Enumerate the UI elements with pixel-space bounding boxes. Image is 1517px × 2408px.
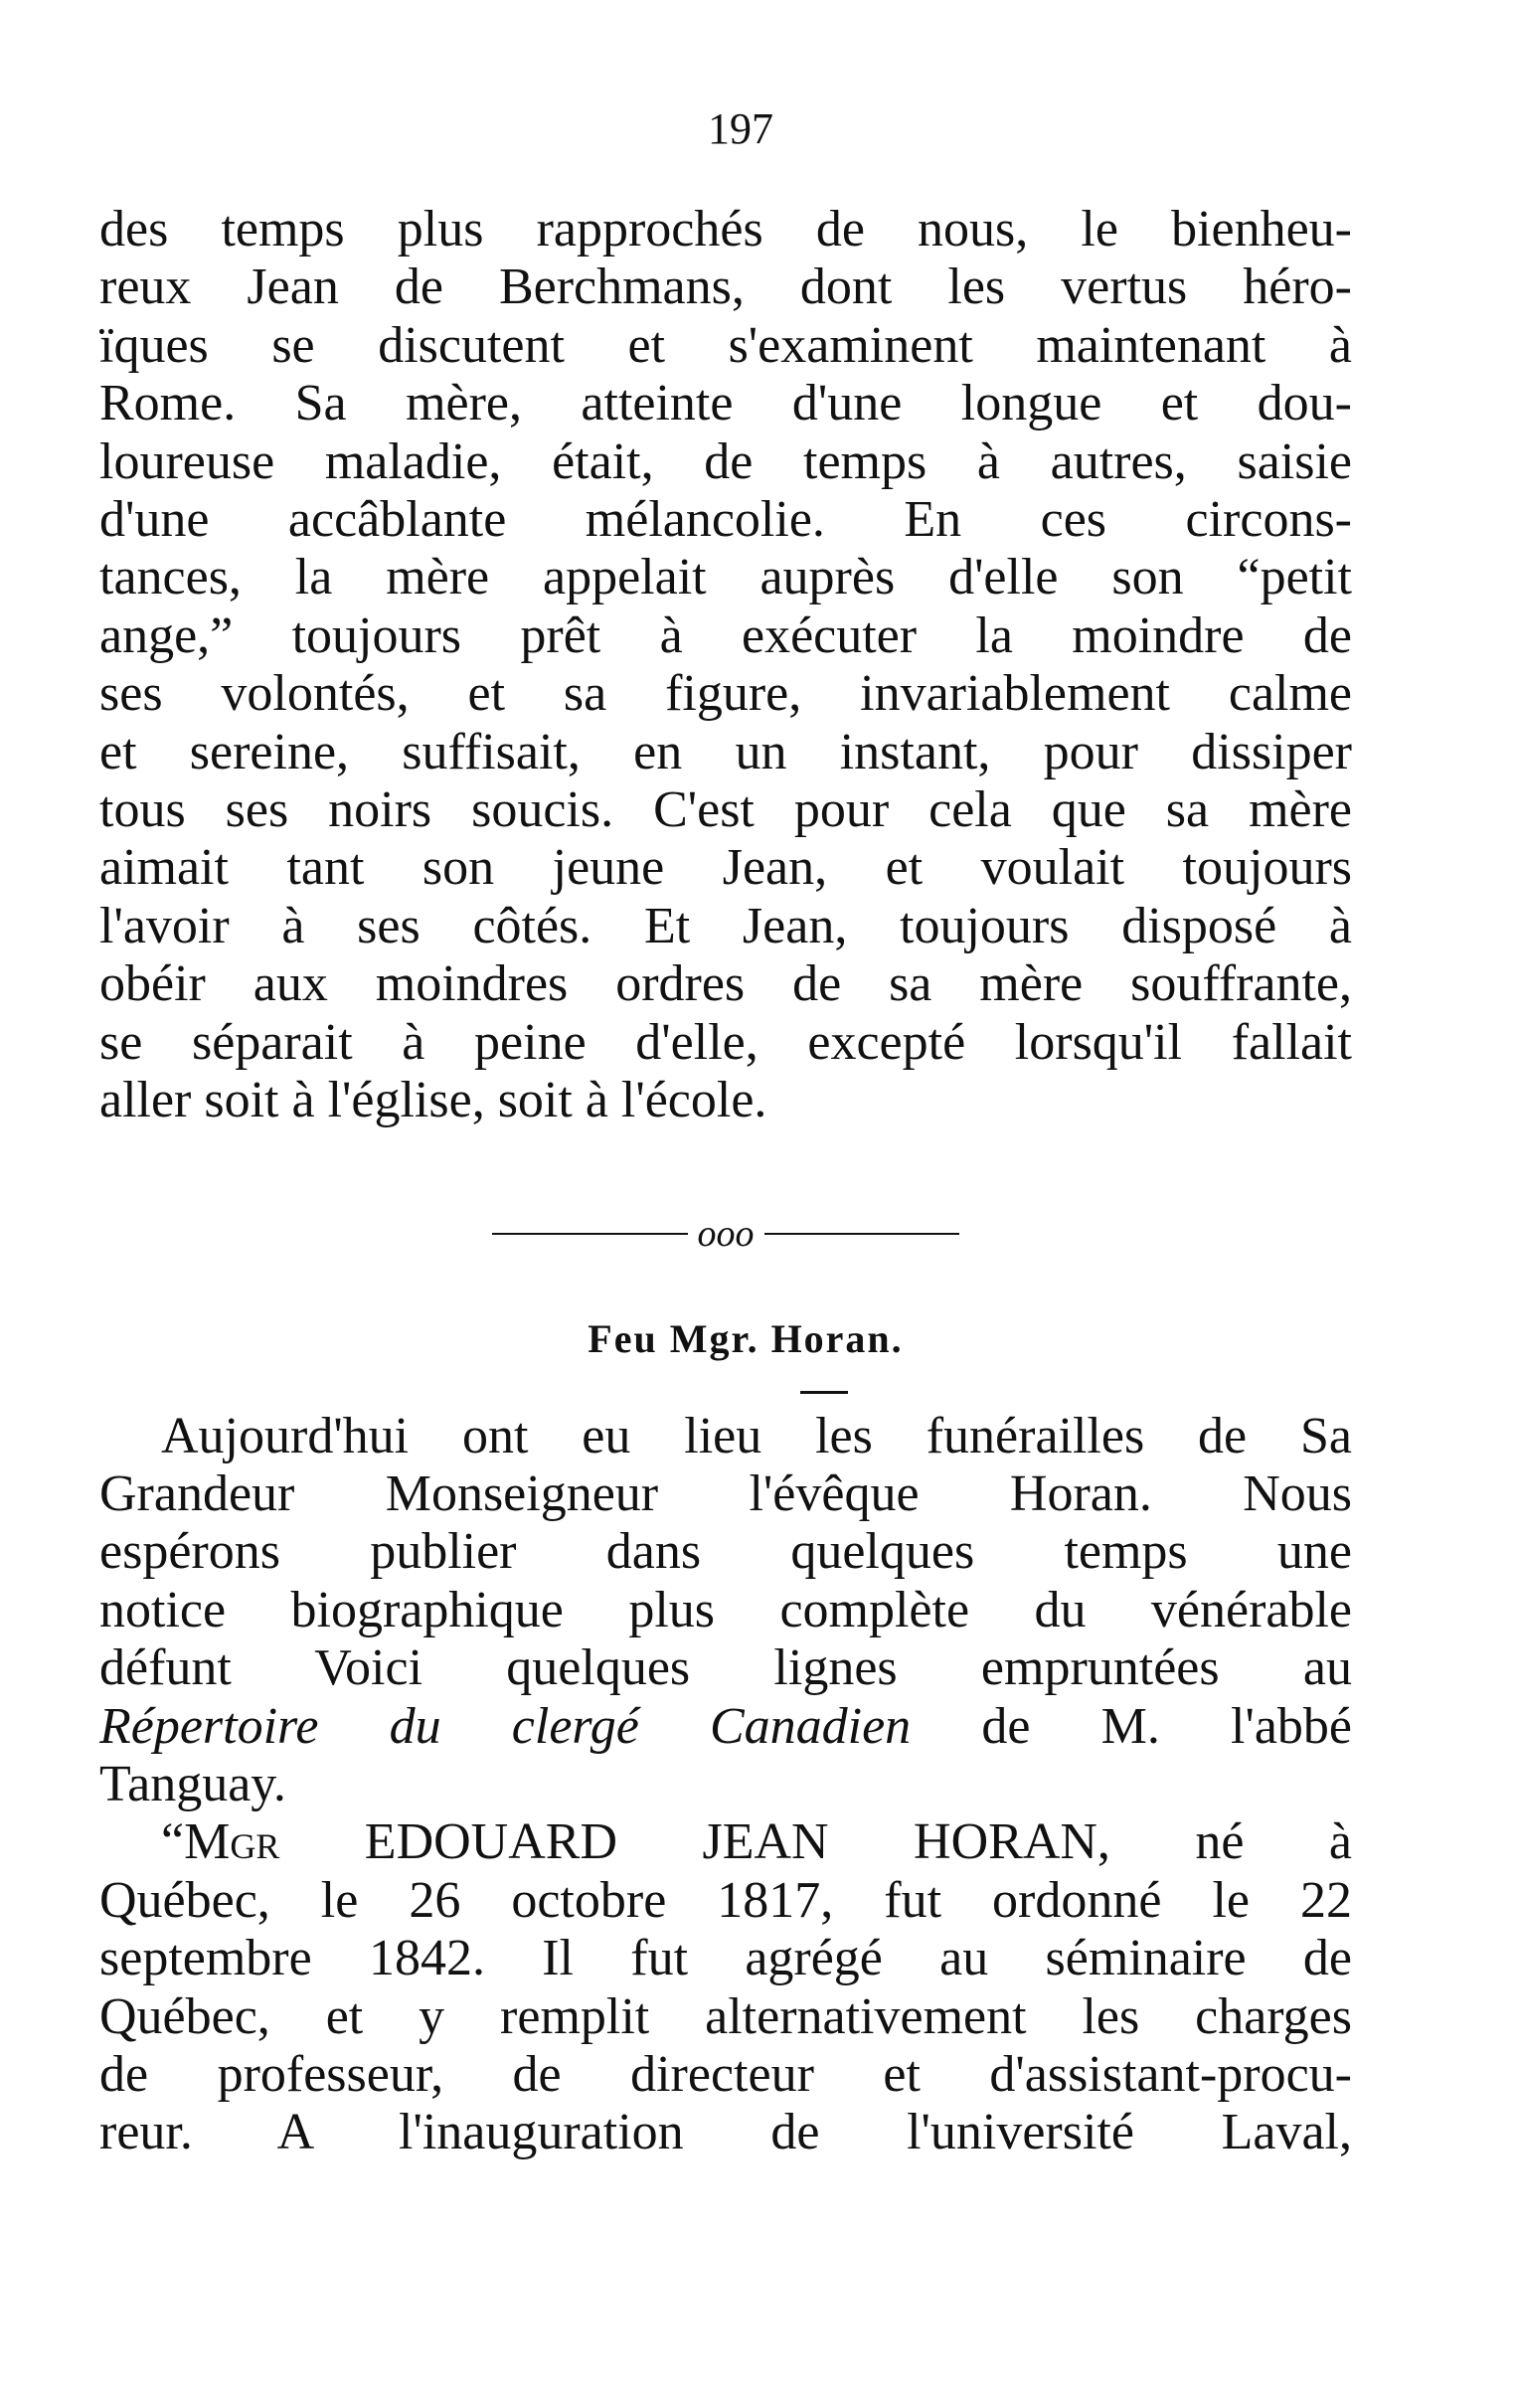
section-title: Feu Mgr. Horan. (588, 1315, 904, 1361)
text-line: septembre 1842. Il fut agrégé au séminaire de (99, 1930, 1352, 1987)
separator-rule-right (764, 1233, 960, 1235)
text-line: Tanguay. (99, 1755, 286, 1812)
text-line: Québec, et y remplit alternativement les charges (99, 1987, 1352, 2045)
text-line: Rome. Sa mère, atteinte d'une longue et dou- (99, 375, 1352, 432)
text-line: d'une accâblante mélancolie. En ces circons- (99, 491, 1352, 549)
text-line: reux Jean de Berchmans, dont les vertus héro- (99, 258, 1352, 316)
text-line: Québec, le 26 octobre 1817, fut ordonné le 22 (99, 1871, 1352, 1929)
text-line: aimait tant son jeune Jean, et voulait toujours (99, 839, 1352, 897)
text-line: aller soit à l'église, soit à l'école. (99, 1072, 767, 1129)
page-number: 197 (708, 104, 773, 153)
name-line-rest: EDOUARD JEAN HORAN, né à (279, 1813, 1352, 1871)
title-underline (800, 1391, 848, 1394)
open-quote: “ (161, 1813, 185, 1871)
text-line: ange,” toujours prêt à exécuter la moindre de (99, 606, 1352, 664)
text-line: reur. A l'inauguration de l'université Laval, (99, 2104, 1352, 2161)
citation-rest: de M. l'abbé (911, 1697, 1352, 1755)
text-line: ses volontés, et sa figure, invariablement calme (99, 665, 1352, 723)
text-line: obéir aux moindres ordres de sa mère souffrante, (99, 955, 1352, 1013)
citation-title: Répertoire du clergé Canadien (99, 1697, 912, 1755)
text-line: tances, la mère appelait auprès d'elle son “petit (99, 549, 1352, 606)
paragraph-berchmans (99, 201, 1352, 1130)
separator-mark: ooo (697, 1212, 755, 1255)
text-line: défunt Voici quelques lignes empruntées au (99, 1639, 1352, 1697)
text-line: des temps plus rapprochés de nous, le bienheu- (99, 201, 1352, 258)
text-line: notice biographique plus complète du vénérable (99, 1581, 1352, 1638)
text-line: espérons publier dans quelques temps une (99, 1523, 1352, 1581)
text-line (99, 1698, 1352, 1756)
title-abbreviation: Mgr (184, 1813, 280, 1871)
paragraph-horan-bio (99, 1813, 1352, 2161)
text-line: Grandeur Monseigneur l'évêque Horan. Nous (99, 1464, 1352, 1522)
section-separator (492, 1208, 959, 1260)
paragraph-horan-intro (99, 1408, 1352, 1814)
separator-rule-left (492, 1233, 688, 1235)
text-line (99, 1813, 1352, 1871)
text-line: se séparait à peine d'elle, excepté lorsqu'il fallait (99, 1013, 1352, 1071)
text-line: l'avoir à ses côtés. Et Jean, toujours disposé à (99, 897, 1352, 954)
text-line: Aujourd'hui ont eu lieu les funérailles de Sa (161, 1407, 1352, 1464)
text-line: tous ses noirs soucis. C'est pour cela que sa mère (99, 781, 1352, 839)
text-line: et sereine, suffisait, en un instant, pour dissiper (99, 723, 1352, 780)
text-line: ïques se discutent et s'examinent maintenant à (99, 316, 1352, 374)
document-page (99, 80, 1352, 2162)
text-line: loureuse maladie, était, de temps à autres, saisie (99, 432, 1352, 490)
text-line: de professeur, de directeur et d'assistant-procu- (99, 2045, 1352, 2103)
